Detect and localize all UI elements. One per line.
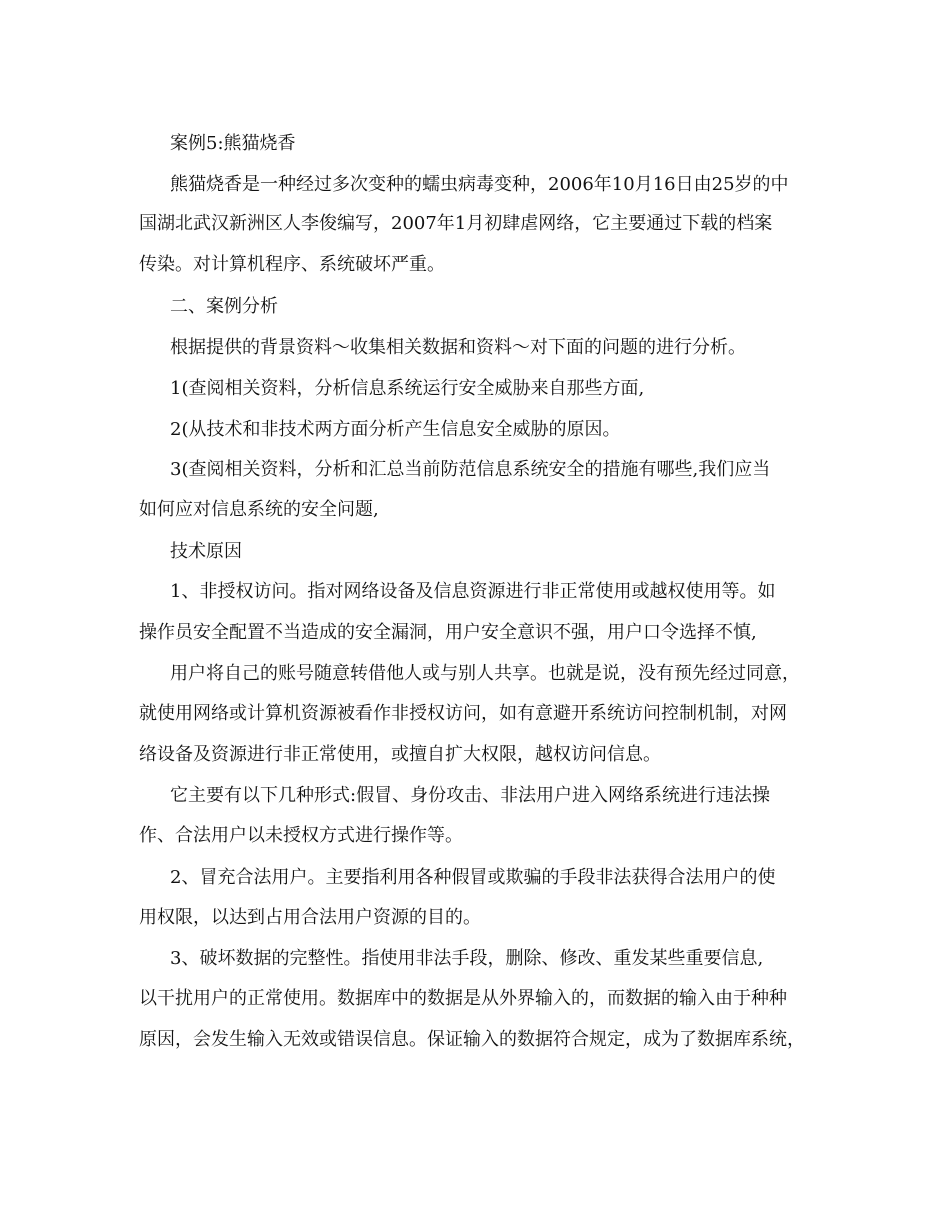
- paragraph-line: 2、冒充合法用户。主要指利用各种假冒或欺骗的手段非法获得合法用户的使: [170, 867, 776, 888]
- paragraph-line: 1、非授权访问。指对网络设备及信息资源进行非正常使用或越权使用等。如: [170, 581, 776, 602]
- paragraph-line: 原因，会发生输入无效或错误信息。保证输入的数据符合规定，成为了数据库系统，: [139, 1029, 805, 1050]
- paragraph-line: 用权限，以达到占用合法用户资源的目的。: [139, 907, 481, 928]
- paragraph-line: 它主要有以下几种形式:假冒、身份攻击、非法用户进入网络系统进行违法操: [170, 785, 771, 806]
- intro-line: 传染。对计算机程序、系统破坏严重。: [139, 254, 445, 275]
- paragraph-line: 就使用网络或计算机资源被看作非授权访问，如有意避开系统访问控制机制，对网: [139, 703, 787, 724]
- case-heading: 案例5:熊猫烧香: [170, 133, 296, 154]
- section-title: 二、案例分析: [170, 296, 278, 317]
- question-3-cont: 如何应对信息系统的安全问题,: [139, 499, 379, 520]
- paragraph-line: 络设备及资源进行非正常使用，或擅自扩大权限，越权访问信息。: [139, 744, 661, 765]
- subsection-title: 技术原因: [170, 541, 242, 562]
- question-2: 2(从技术和非技术两方面分析产生信息安全威胁的原因。: [170, 419, 621, 440]
- paragraph-line: 作、合法用户以未授权方式进行操作等。: [139, 825, 463, 846]
- intro-line: 国湖北武汉新洲区人李俊编写，2007年1月初肆虐网络，它主要通过下载的档案: [139, 213, 773, 234]
- paragraph-line: 用户将自己的账号随意转借他人或与别人共享。也就是说，没有预先经过同意，: [170, 663, 800, 684]
- question-1: 1(查阅相关资料，分析信息系统运行安全威胁来自那些方面,: [170, 378, 645, 399]
- instruction-line: 根据提供的背景资料～收集相关数据和资料～对下面的问题的进行分析。: [170, 337, 746, 358]
- intro-line: 熊猫烧香是一种经过多次变种的蠕虫病毒变种，2006年10月16日由25岁的中: [170, 174, 789, 195]
- paragraph-line: 以干扰用户的正常使用。数据库中的数据是从外界输入的，而数据的输入由于种种: [139, 988, 787, 1009]
- question-3: 3(查阅相关资料，分析和汇总当前防范信息系统安全的措施有哪些,我们应当: [170, 459, 771, 480]
- paragraph-line: 3、破坏数据的完整性。指使用非法手段，删除、修改、重发某些重要信息,: [170, 948, 764, 969]
- paragraph-line: 操作员安全配置不当造成的安全漏洞，用户安全意识不强，用户口令选择不慎,: [139, 622, 757, 643]
